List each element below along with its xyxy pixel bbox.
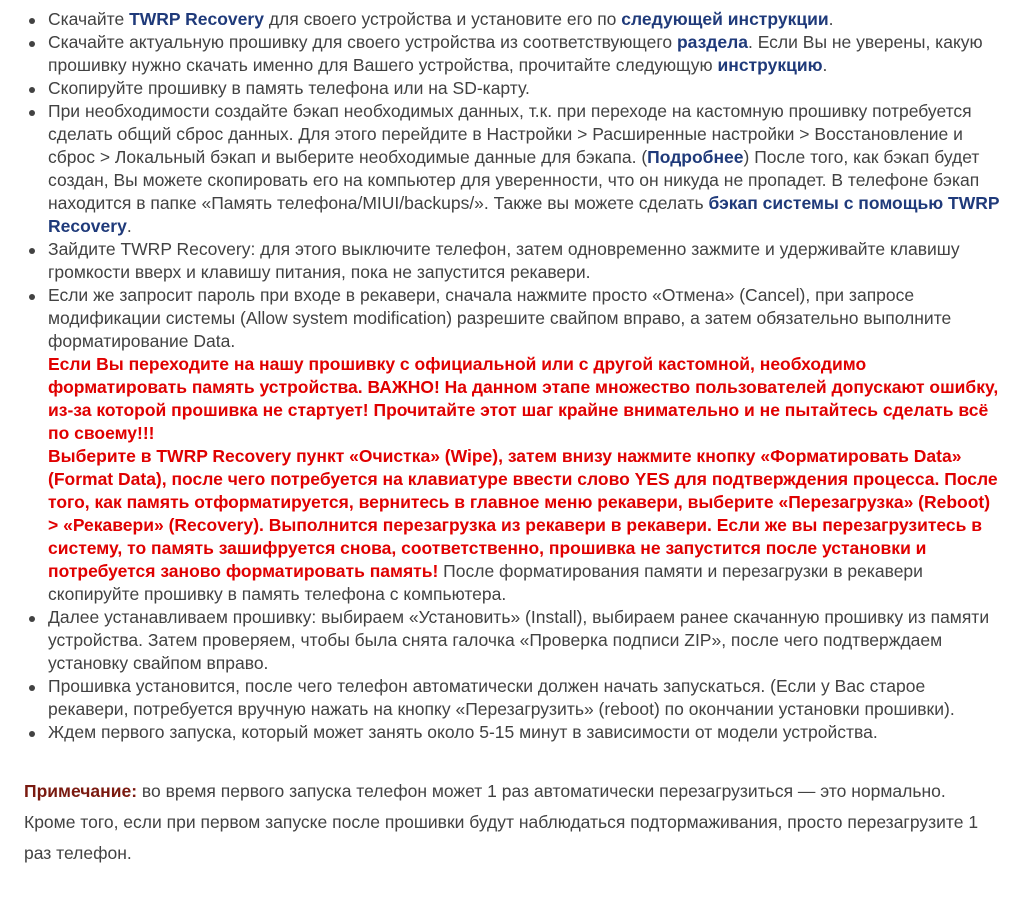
warning-text: Если Вы переходите на нашу прошивку с официальной или с другой кастомной, необходимо форматировать память устройства. ВАЖНО! На данном этапе множество пользователей допускают ошибку, из-за которой прошивка не стартует! Прочитайте этот шаг крайне внимательно и не пытайтесь сделать всё по своему!!! bbox=[48, 354, 999, 443]
step-text: Скачайте bbox=[48, 9, 130, 29]
step-text: Зайдите TWRP Recovery: для этого выключите телефон, затем одновременно зажмите и удерживайте клавишу громкости вверх и клавишу питания, пока не запустится рекавери. bbox=[48, 239, 960, 282]
list-item-enter-twrp bbox=[48, 238, 1000, 284]
step-text: Если же запросит пароль при входе в рекавери, сначала нажмите просто «Отмена» (Cancel), при запросе модификации системы (Allow system modification) разрешите свайпом вправо, а затем обязательно выполните форматирование Data. bbox=[48, 285, 952, 351]
twrp-backup-link[interactable]: бэкап системы с помощью TWRP Recovery bbox=[48, 193, 1000, 236]
step-text: для своего устройства и установите его по bbox=[263, 9, 622, 29]
list-item-install-firmware bbox=[48, 606, 1000, 675]
instruction-link[interactable]: инструкцию bbox=[717, 55, 823, 75]
list-item-download-firmware bbox=[48, 31, 1000, 77]
step-text: После форматирования памяти и перезагрузки в рекавери скопируйте прошивку в память телефона с компьютера. bbox=[48, 561, 923, 604]
note-text: во время первого запуска телефон может 1 раз автоматически перезагрузиться — это нормально. Кроме того, если при первом запуске после прошивки будут наблюдаться подтормаживания, просто перезагрузите 1 раз телефон. bbox=[24, 781, 979, 863]
section-link[interactable]: раздела bbox=[676, 32, 748, 52]
note-paragraph bbox=[0, 744, 1000, 869]
list-item-copy-firmware bbox=[48, 77, 1000, 100]
twrp-recovery-link[interactable]: TWRP Recovery bbox=[129, 9, 264, 29]
step-text: . Если Вы не уверены, какую прошивку нужно скачать именно для Вашего устройства, прочитайте следующую bbox=[48, 32, 983, 75]
step-text: Скачайте актуальную прошивку для своего устройства из соответствующего bbox=[48, 32, 677, 52]
instructions-list bbox=[0, 8, 1000, 744]
note-label: Примечание: bbox=[24, 781, 138, 801]
step-text: Далее устанавливаем прошивку: выбираем «Установить» (Install), выбираем ранее скачанную прошивку из памяти устройства. Затем проверяем, чтобы была снята галочка «Проверка подписи ZIP», после чего подтверждаем установку свайпом вправо. bbox=[48, 607, 990, 673]
more-details-link[interactable]: Подробнее bbox=[647, 147, 744, 167]
warning-text: Выберите в TWRP Recovery пункт «Очистка» (Wipe), затем внизу нажмите кнопку «Форматировать Data» (Format Data), после чего потребуется на клавиатуре ввести слово YES для подтверждения процесса. После того, как память отформатируется, вернитесь в главное меню рекавери, выберите «Перезагрузка» (Reboot) > «Рекавери» (Recovery). Выполнится перезагрузка из рекавери в рекавери. Если же вы перезагрузитесь в систему, то память зашифруется снова, соответственно, прошивка не запустится после установки и потребуется заново форматировать память! bbox=[48, 446, 998, 581]
step-text: . bbox=[822, 55, 828, 75]
step-text: Ждем первого запуска, который может занять около 5-15 минут в зависимости от модели устройства. bbox=[48, 722, 878, 742]
step-text: . bbox=[828, 9, 834, 29]
list-item-format-data bbox=[48, 284, 1000, 606]
step-text: Прошивка установится, после чего телефон автоматически должен начать запускаться. (Если у Вас старое рекавери, потребуется вручную нажать на кнопку «Перезагрузить» (reboot) по окончании установки прошивки). bbox=[48, 676, 955, 719]
list-item-first-launch bbox=[48, 721, 1000, 744]
article-content bbox=[0, 8, 1000, 869]
step-text: . bbox=[126, 216, 132, 236]
step-text: Скопируйте прошивку в память телефона или на SD-карту. bbox=[48, 78, 530, 98]
list-item-download-twrp bbox=[48, 8, 1000, 31]
list-item-auto-boot bbox=[48, 675, 1000, 721]
step-text: При необходимости создайте бэкап необходимых данных, т.к. при переходе на кастомную прошивку потребуется сделать общий сброс данных. Для этого перейдите в Настройки > Расширенные настройки > Восстановление и сброс > Локальный бэкап и выберите необходимые данные для бэкапа. ( bbox=[48, 101, 972, 167]
step-text: ) После того, как бэкап будет создан, Вы можете скопировать его на компьютер для уверенности, что он никуда не пропадет. В телефоне бэкап находится в папке «Память телефона/MIUI/backups/». Также вы можете сделать bbox=[48, 147, 980, 213]
list-item-backup bbox=[48, 100, 1000, 238]
next-instruction-link[interactable]: следующей инструкции bbox=[621, 9, 829, 29]
